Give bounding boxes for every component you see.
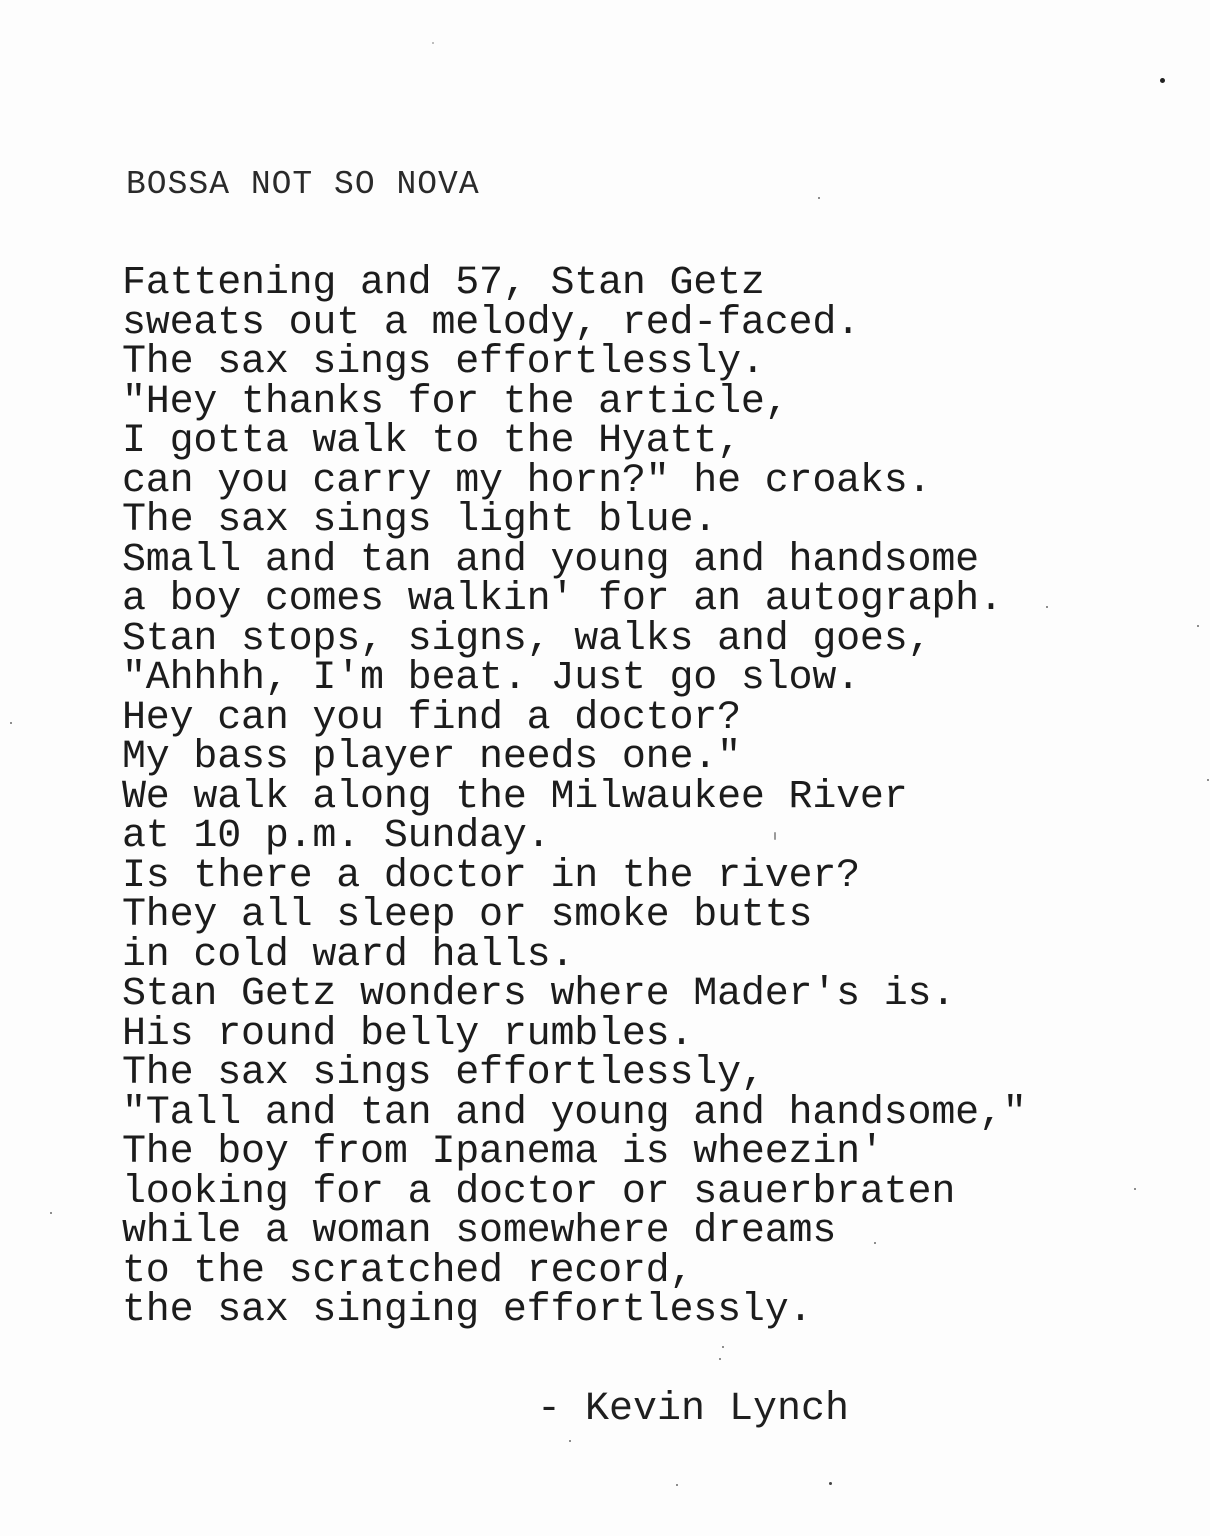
poem-line: Is there a doctor in the river? <box>122 853 860 899</box>
poem-line: "Tall and tan and young and handsome," <box>122 1090 1027 1136</box>
poem-line: They all sleep or smoke butts <box>122 893 813 938</box>
poem-line: sweats out a melody, red-faced. <box>122 300 860 346</box>
poem-line: Stan stops, signs, walks and goes, <box>122 616 932 662</box>
poem-line: can you carry my horn?" he croaks. <box>122 458 932 504</box>
scan-speck <box>676 1484 678 1486</box>
scan-speck <box>829 1482 832 1485</box>
scan-speck <box>432 42 434 44</box>
poem-line: to the scratched record, <box>122 1248 694 1294</box>
scan-speck <box>50 1212 52 1214</box>
poem-line: "Ahhhh, I'm beat. Just go slow. <box>122 656 860 701</box>
poem-body <box>122 261 1027 1333</box>
scan-speck <box>1197 625 1199 627</box>
poem-line: Fattening and 57, Stan Getz <box>122 261 765 306</box>
poem-line: at 10 p.m. Sunday. <box>122 814 551 859</box>
scan-speck <box>774 832 776 840</box>
scan-speck <box>1046 606 1048 608</box>
poem-line: My bass player needs one." <box>122 735 741 780</box>
poem-line: in cold ward halls. <box>122 932 575 978</box>
poem-line: The sax sings effortlessly. <box>122 340 765 385</box>
author-byline: - Kevin Lynch <box>537 1387 850 1432</box>
poem-line: Small and tan and young and handsome <box>122 537 979 583</box>
poem-line: The boy from Ipanema is wheezin' <box>122 1130 884 1175</box>
scan-speck <box>874 1242 876 1244</box>
scan-speck <box>1134 1188 1136 1190</box>
scan-speck <box>1160 78 1165 83</box>
poem-line: Stan Getz wonders where Mader's is. <box>122 972 956 1017</box>
scan-speck <box>722 1346 724 1348</box>
poem-line: "Hey thanks for the article, <box>122 379 789 425</box>
poem-line: I gotta walk to the Hyatt, <box>122 419 741 464</box>
poem-line: The sax sings effortlessly, <box>122 1051 765 1096</box>
poem-line: We walk along the Milwaukee River <box>122 774 908 820</box>
poem-line: the sax singing effortlessly. <box>122 1288 813 1333</box>
poem-line: while a woman somewhere dreams <box>122 1209 837 1254</box>
scan-speck <box>719 1358 721 1360</box>
poem-line: Hey can you find a doctor? <box>122 695 741 741</box>
scan-speck <box>10 722 12 724</box>
scan-speck <box>1207 779 1209 781</box>
poem-line: The sax sings light blue. <box>122 498 718 543</box>
poem-line: a boy comes walkin' for an autograph. <box>122 577 1003 622</box>
poem-line: His round belly rumbles. <box>122 1011 694 1057</box>
scan-speck <box>569 1440 571 1442</box>
poem-title: BOSSA NOT SO NOVA <box>126 166 480 203</box>
scan-speck <box>818 197 820 199</box>
poem-line: looking for a doctor or sauerbraten <box>122 1169 956 1215</box>
